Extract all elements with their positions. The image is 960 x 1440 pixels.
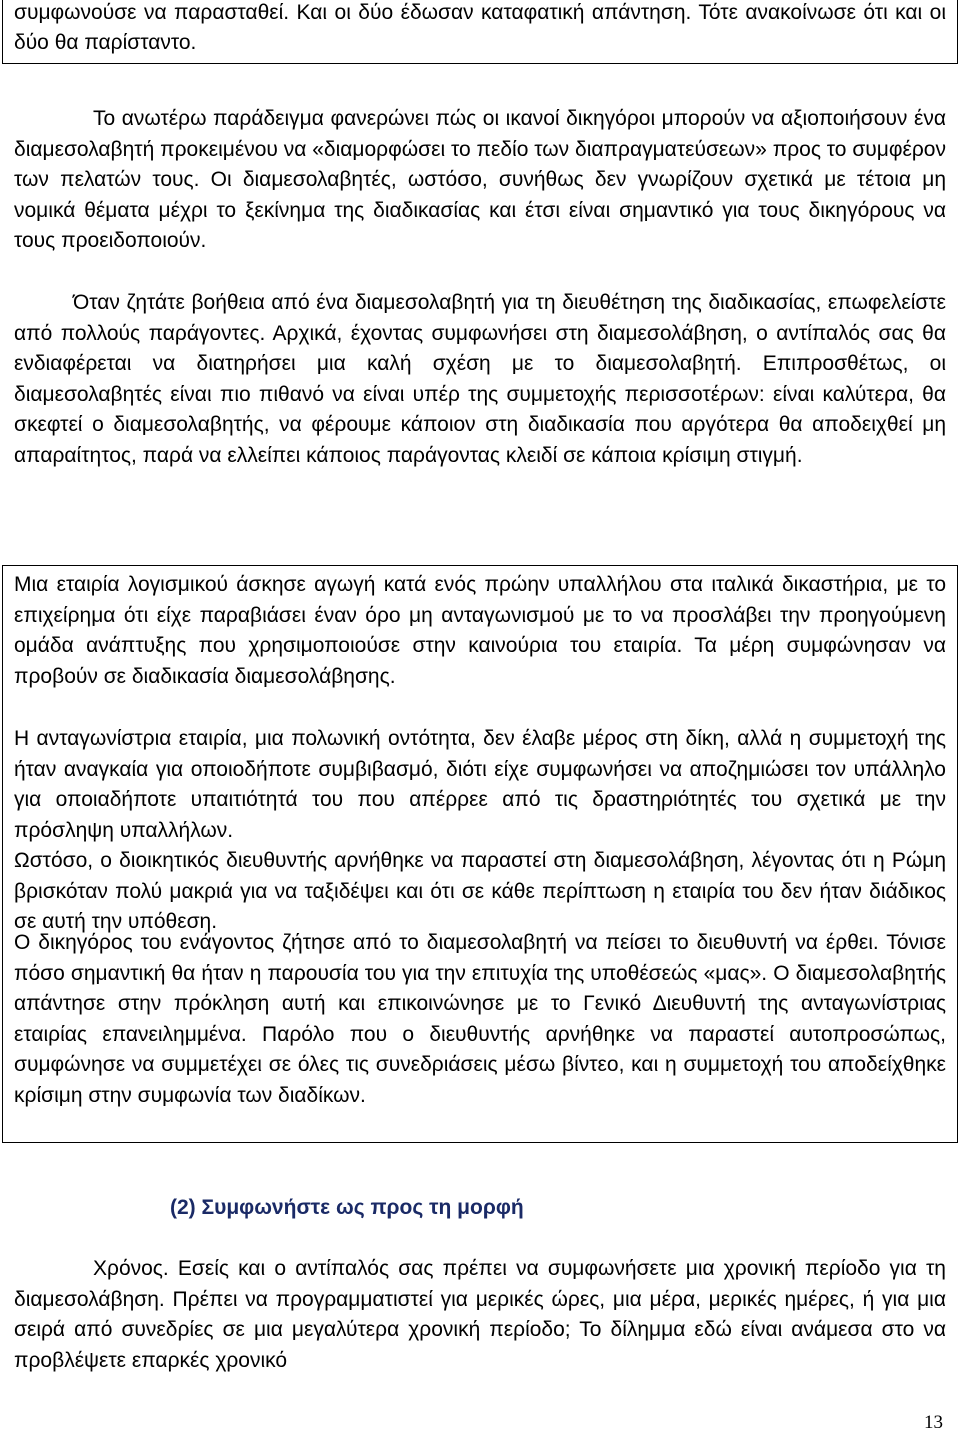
case-box-paragraph-2: Η ανταγωνίστρια εταιρία, μια πολωνική οντότητα, δεν έλαβε μέρος στη δίκη, αλλά η συμμετοχή της ήταν αναγκαία για οποιοδήποτε συμβιβασμό, διότι είχε συμφωνήσει να αποζημιώσει τον υπάλληλο για οποιαδήποτε υπαιτιότητά του που απέρρεε από τις δραστηριότητές του σχετικά με την πρόσληψη υπαλλήλων. <box>14 727 946 842</box>
section-paragraph: Χρόνος. Εσείς και ο αντίπαλός σας πρέπει να συμφωνήσετε μια χρονική περίοδο για τη διαμεσολάβηση. Πρέπει να προγραμματιστεί για μερικές ώρες, μια μέρα, μερικές ημέρες, ή για μια σειρά από συνεδρίες σε μια μεγαλύτερα χρονική περίοδο; Το δίλημμα εδώ είναι ανάμεσα στο να προβλέψετε επαρκές χρονικό <box>14 1257 946 1372</box>
case-box-paragraph-3: Ωστόσο, ο διοικητικός διευθυντής αρνήθηκε να παραστεί στη διαμεσολάβηση, λέγοντας ότι η Ρώμη βρισκόταν πολύ μακριά για να ταξιδέψει και ότι σε κάθε περίπτωση η εταιρία του δεν ήταν διάδικος σε αυτή την υπόθεση. <box>14 849 946 934</box>
page-number: 13 <box>924 1412 943 1433</box>
case-box-paragraph-1: Μια εταιρία λογισμικού άσκησε αγωγή κατά ενός πρώην υπαλλήλου στα ιταλικά δικαστήρια, με το επιχείρημα ότι είχε παραβιάσει έναν όρο μη ανταγωνισμού με το να προσλάβει την προηγούμενη ομάδα ανάπτυξης που χρησιμοποιούσε στην καινούρια του εταιρία. Τα μέρη συμφώνησαν να προβούν σε διαδικασία διαμεσολάβησης. <box>14 573 946 688</box>
top-box-text: συμφωνούσε να παρασταθεί. Και οι δύο έδωσαν καταφατική απάντηση. Τότε ανακοίνωσε ότι και οι δύο θα παρίσταντο. <box>14 1 946 54</box>
case-box-paragraph-4: Ο δικηγόρος του ενάγοντος ζήτησε από το διαμεσολαβητή να πείσει το διευθυντή να έρθει. Τόνισε πόσο σημαντική θα ήταν η παρουσία του για την επιτυχία της υποθέσεώς «μας». Ο διαμεσολαβητής απάντησε στην πρόκληση αυτή και επικοινώνησε με το Γενικό Διευθυντή της ανταγωνίστριας εταιρίας επανειλημμένα. Παρόλο που ο διευθυντής αρνήθηκε να παραστεί αυτοπροσώπως, συμφώνησε να συμμετέχει σε όλες τις συνεδριάσεις μέσω βίντεο, και η συμμετοχή του αποδείχθηκε κρίσιμη στην συμφωνία των διαδίκων. <box>14 931 946 1107</box>
body-paragraph-1: Το ανωτέρω παράδειγμα φανερώνει πώς οι ικανοί δικηγόροι μπορούν να αξιοποιήσουν ένα διαμεσολαβητή προκειμένου να «διαμορφώσει το πεδίο των διαπραγματεύσεων» προς το συμφέρον των πελατών τους. Οι διαμεσολαβητές, ωστόσο, συνήθως δεν γνωρίζουν σχετικά με τέτοια μη νομικά θέματα μέχρι το ξεκίνημα της διαδικασίας και έτσι είναι σημαντικό για τους δικηγόρους να τους προειδοποιούν. <box>14 107 946 253</box>
section-heading: (2) Συμφωνήστε ως προς τη μορφή <box>170 1196 524 1219</box>
body-paragraph-2: Όταν ζητάτε βοήθεια από ένα διαμεσολαβητή για τη διευθέτηση της διαδικασίας, επωφελείστε από πολλούς παράγοντες. Αρχικά, έχοντας συμφωνήσει στη διαμεσολάβηση, ο αντίπαλός σας θα ενδιαφέρεται να διατηρήσει μια καλή σχέση με το διαμεσολαβητή. Επιπροσθέτως, οι διαμεσολαβητές είναι πιο πιθανό να είναι υπέρ της συμμετοχής περισσοτέρων: είναι καλύτερα, θα σκεφτεί ο διαμεσολαβητής, να φέρουμε κάποιον στη διαδικασία που αργότερα θα αποδειχθεί μη απαραίτητος, παρά να ελλείπει κάποιος παράγοντας κλειδί σε κάποια κρίσιμη στιγμή. <box>14 291 946 467</box>
